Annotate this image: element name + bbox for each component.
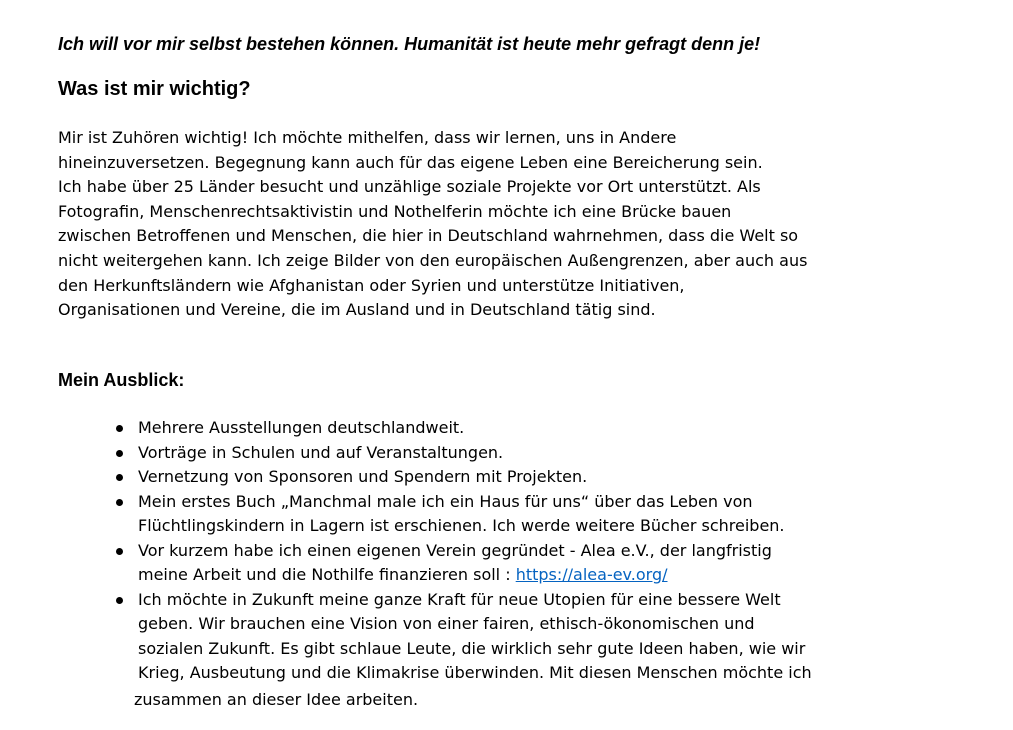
- bullet-line: Flüchtlingskindern in Lagern ist erschienen. Ich werde weitere Bücher schreiben.: [138, 516, 785, 535]
- bullet-line: Vor kurzem habe ich einen eigenen Verein gegründet - Alea e.V., der langfristig: [138, 540, 772, 560]
- paragraph-line: nicht weitergehen kann. Ich zeige Bilder von den europäischen Außengrenzen, aber auch aus: [58, 250, 808, 270]
- bullet-line: Mein erstes Buch „Manchmal male ich ein Haus für uns“ über das Leben von: [138, 491, 753, 511]
- bullet-item-exhibitions: [114, 416, 812, 441]
- bullet-line: Ich möchte in Zukunft meine ganze Kraft für neue Utopien für eine bessere Welt: [138, 589, 781, 609]
- bullet-item-book: [114, 490, 812, 539]
- paragraph-line: Mir ist Zuhören wichtig! Ich möchte mithelfen, dass wir lernen, uns in Andere: [58, 128, 677, 147]
- bullet-item-utopias: [114, 588, 812, 713]
- bullet-line: zusammen an dieser Idee arbeiten.: [134, 689, 419, 709]
- paragraph-line: Fotografin, Menschenrechtsaktivistin und Nothelferin möchte ich eine Brücke bauen: [58, 201, 732, 221]
- paragraph-line: hineinzuversetzen. Begegnung kann auch für das eigene Leben eine Bereicherung sein.: [58, 152, 763, 172]
- heading-outlook: Mein Ausblick:: [58, 370, 185, 390]
- bullet-icon: [116, 425, 123, 432]
- bullet-line: Vernetzung von Sponsoren und Spendern mit Projekten.: [138, 467, 588, 486]
- heading-what-matters: Was ist mir wichtig?: [58, 78, 251, 100]
- bullet-icon: [116, 597, 123, 604]
- motto-text: Ich will vor mir selbst bestehen können. Humanität ist heute mehr gefragt denn je!: [58, 34, 761, 54]
- bullet-item-association: [114, 539, 812, 588]
- bullet-icon: [116, 499, 123, 506]
- paragraph-line: den Herkunftsländern wie Afghanistan oder Syrien und unterstütze Initiativen,: [58, 275, 685, 295]
- bullet-line: geben. Wir brauchen eine Vision von einer fairen, ethisch-ökonomischen und: [138, 614, 755, 633]
- bullet-line-prefix: meine Arbeit und die Nothilfe finanzieren soll :: [138, 565, 516, 584]
- bullet-item-networking: [114, 465, 812, 490]
- intro-paragraph: [58, 126, 807, 323]
- bullet-line: [138, 563, 812, 588]
- bullet-line: Vorträge in Schulen und auf Veranstaltungen.: [138, 442, 504, 462]
- bullet-item-lectures: [114, 441, 812, 466]
- paragraph-line: Organisationen und Vereine, die im Ausland und in Deutschland tätig sind.: [58, 300, 656, 320]
- bullet-icon: [116, 450, 123, 457]
- paragraph-line: zwischen Betroffenen und Menschen, die hier in Deutschland wahrnehmen, dass die Welt so: [58, 226, 799, 246]
- bullet-line: Mehrere Ausstellungen deutschlandweit.: [138, 418, 465, 437]
- bullet-icon: [116, 548, 123, 555]
- alea-website-link[interactable]: https://alea-ev.org/: [515, 565, 668, 584]
- bullet-line: sozialen Zukunft. Es gibt schlaue Leute, die wirklich sehr gute Ideen haben, wie wir: [138, 638, 806, 658]
- bullet-icon: [116, 474, 123, 481]
- paragraph-line: Ich habe über 25 Länder besucht und unzählige soziale Projekte vor Ort unterstützt. Als: [58, 177, 761, 197]
- outlook-bullet-list: [114, 416, 812, 712]
- bullet-line: Krieg, Ausbeutung und die Klimakrise überwinden. Mit diesen Menschen möchte ich: [138, 663, 812, 682]
